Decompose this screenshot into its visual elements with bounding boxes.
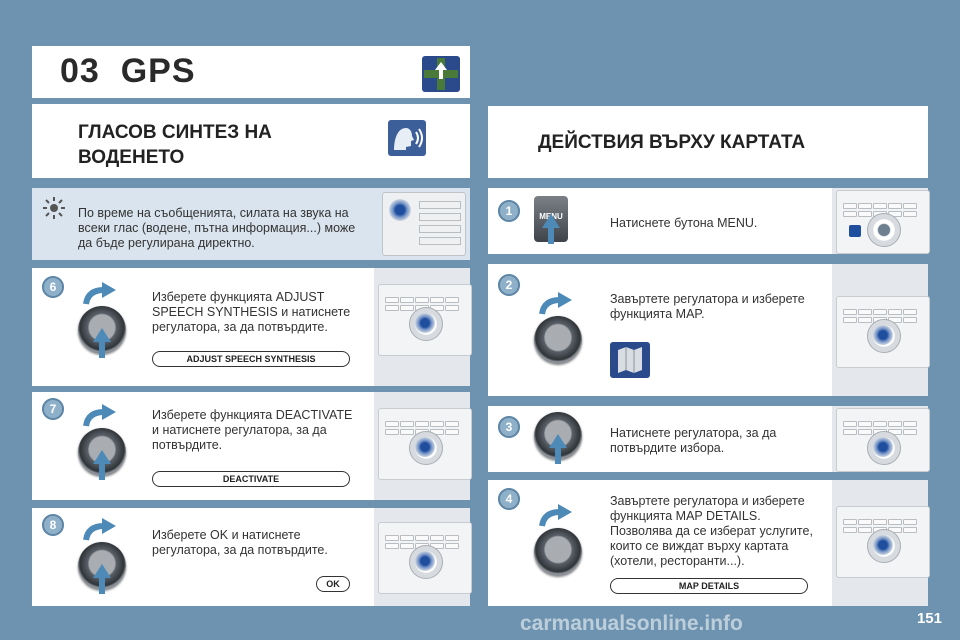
press-arrow-stem <box>548 226 554 244</box>
step-text-6: Изберете функцията ADJUST SPEECH SYNTHESIS и натиснете регулатора, за да потвърдите. <box>152 290 351 334</box>
press-arrow-stem <box>99 462 105 480</box>
radio-panel-image <box>836 296 930 368</box>
step-text-8: Изберете OK и натиснете регулатора, за да потвърдите. <box>152 528 328 557</box>
right-section-heading: ДЕЙСТВИЯ ВЪРХУ КАРТАТА <box>538 132 806 153</box>
step-badge-3: 3 <box>498 416 520 438</box>
step-badge-6: 6 <box>42 276 64 298</box>
watermark: carmanualsonline.info <box>520 612 743 635</box>
rotate-arrow-icon <box>82 282 118 306</box>
page-title: 03 GPS <box>60 52 196 90</box>
radio-panel-image <box>378 284 472 356</box>
control-knob <box>534 528 582 576</box>
step-badge-4: 4 <box>498 488 520 510</box>
left-section-heading: ГЛАСОВ СИНТЕЗ НА ВОДЕНЕТО <box>78 122 272 168</box>
sun-tip-icon <box>42 196 66 220</box>
press-arrow-icon <box>93 450 111 464</box>
radio-panel-image <box>378 522 472 594</box>
step-badge-8: 8 <box>42 514 64 536</box>
option-pill-map-details: MAP DETAILS <box>610 578 808 594</box>
map-icon <box>610 342 650 378</box>
radio-panel-image <box>836 506 930 578</box>
press-arrow-stem <box>555 446 561 464</box>
step-text-1: Натиснете бутона MENU. <box>610 216 758 230</box>
rotate-arrow-icon <box>82 518 118 542</box>
radio-panel-image <box>382 192 466 256</box>
step-badge-1: 1 <box>498 200 520 222</box>
page-number: 151 <box>916 610 942 627</box>
step-badge-2: 2 <box>498 274 520 296</box>
tip-text: По време на съобщенията, силата на звука на всеки глас (водене, пътна информация...) може да бъде регулирана директно. <box>78 206 356 250</box>
press-arrow-stem <box>99 340 105 358</box>
step-text-7: Изберете функцията DEACTIVATE и натиснете регулатора, за да потвърдите. <box>152 408 353 452</box>
press-arrow-stem <box>99 576 105 594</box>
option-pill-deactivate: DEACTIVATE <box>152 471 350 487</box>
step-text-3: Натиснете регулатора, за да потвърдите избора. <box>610 426 777 455</box>
radio-panel-image <box>836 190 930 254</box>
radio-panel-image <box>836 408 930 472</box>
rotate-arrow-icon <box>82 404 118 428</box>
step-badge-7: 7 <box>42 398 64 420</box>
press-arrow-icon <box>549 434 567 448</box>
press-arrow-icon <box>93 328 111 342</box>
option-pill-adjust: ADJUST SPEECH SYNTHESIS <box>152 351 350 367</box>
voice-head-icon <box>388 120 426 156</box>
press-arrow-icon <box>542 214 560 228</box>
option-pill-ok: OK <box>316 576 350 592</box>
press-arrow-icon <box>93 564 111 578</box>
control-knob <box>534 316 582 364</box>
radio-panel-image <box>378 408 472 480</box>
step-text-4: Завъртете регулатора и изберете функцията MAP DETAILS. Позволява да се изберат услугите, които се виждат върху картата (хотели, ресторанти...). <box>610 494 813 568</box>
step-text-2: Завъртете регулатора и изберете функцията MAP. <box>610 292 805 321</box>
gps-crossroad-icon <box>422 56 460 92</box>
rotate-arrow-icon <box>538 292 574 316</box>
rotate-arrow-icon <box>538 504 574 528</box>
menu-button-icon: MENU <box>534 196 568 242</box>
